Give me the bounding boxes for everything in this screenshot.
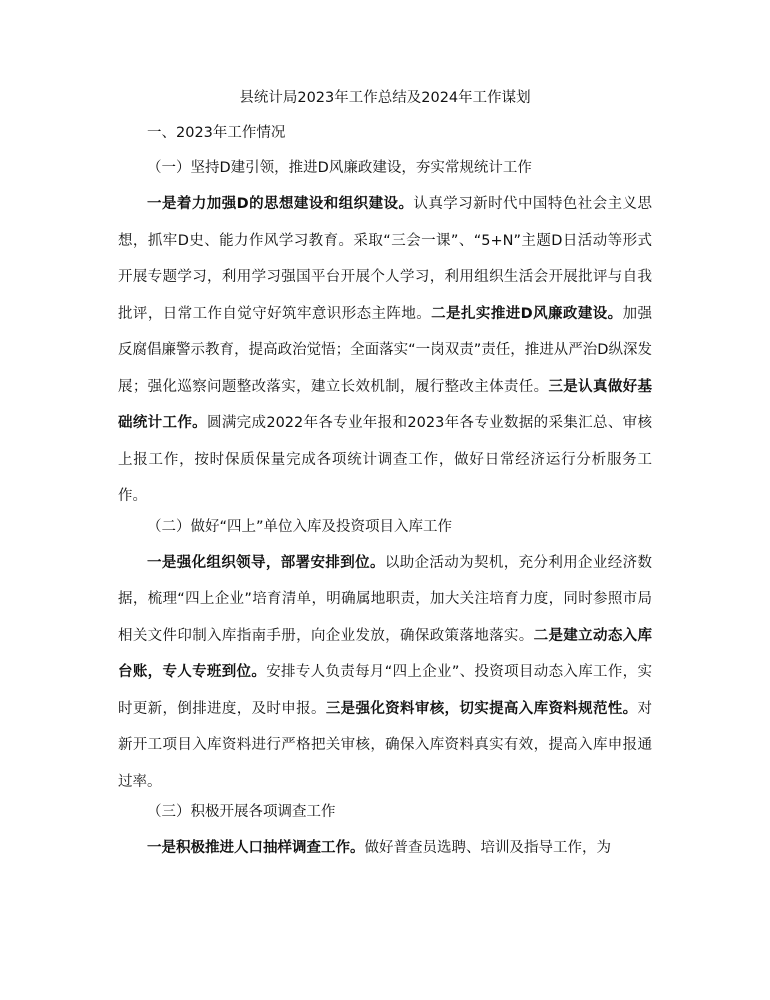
bold-lead: 二是扎实推进D风廉政建设。 <box>431 305 623 322</box>
body-text: 以助企活动为契机，充分利用企业经济数据，梳理“四上企业”培育清单，明确属地职责，加大关注培育力度，同时参照市局相关文件印制入库指南手册，向企业发放，确保政策落地落实。 <box>118 554 653 644</box>
body-text: 安排专人负责每月“四上企业”、投资项目动态入库工作，实时更新，倒排进度，及时申报。 <box>118 664 652 717</box>
paragraph-2 <box>118 545 652 801</box>
bold-lead: 一是着力加强D的思想建设和组织建设。 <box>147 196 414 212</box>
paragraph-1 <box>118 186 652 515</box>
body-text: 加强反腐倡廉警示教育，提高政治觉悟；全面落实“一岗双责”责任，推进从严治D纵深发展；强化巡察问题整改落实，建立长效机制，履行整改主体责任。 <box>118 305 652 395</box>
body-text: 圆满完成2022年各专业年报和2023年各专业数据的采集汇总、审核上报工作，按时保质保量完成各项统计调查工作，做好日常经济运行分析服务工作。 <box>118 415 652 504</box>
paragraph-3 <box>118 830 652 867</box>
bold-lead: 一是强化组织领导，部署安排到位。 <box>147 554 385 571</box>
bold-lead: 二是建立动态入库台账，专人专班到位。 <box>118 627 653 680</box>
subsection-heading-1: （一）坚持D建引领，推进D风廉政建设，夯实常规统计工作 <box>147 160 532 176</box>
body-text: 对新开工项目入库资料进行严格把关审核，确保入库资料真实有效，提高入库申报通过率。 <box>118 700 653 790</box>
bold-lead: 三是认真做好基础统计工作。 <box>118 378 653 431</box>
subsection-heading-3: （三）积极开展各项调查工作 <box>147 804 336 820</box>
section-heading-1: 一、2023年工作情况 <box>147 125 286 141</box>
subsection-heading-2: （二）做好“四上”单位入库及投资项目入库工作 <box>147 518 453 535</box>
document-title: 县统计局2023年工作总结及2024年工作谋划 <box>239 90 531 106</box>
bold-lead: 一是积极推进人口抽样调查工作。 <box>147 840 365 856</box>
body-text: 认真学习新时代中国特色社会主义思想，抓牢D史、能力作风学习教育。采取“三会一课”、“5+N”主题D日活动等形式开展专题学习，利用学习强国平台开展个人学习，利用组织生活会开展批评与自我批评，日常工作自觉守好筑牢意识形态主阵地。 <box>118 196 652 322</box>
body-text: 做好普查员选聘、培训及指导工作，为 <box>364 840 611 856</box>
bold-lead: 三是强化资料审核，切实提高入库资料规范性。 <box>325 700 638 717</box>
